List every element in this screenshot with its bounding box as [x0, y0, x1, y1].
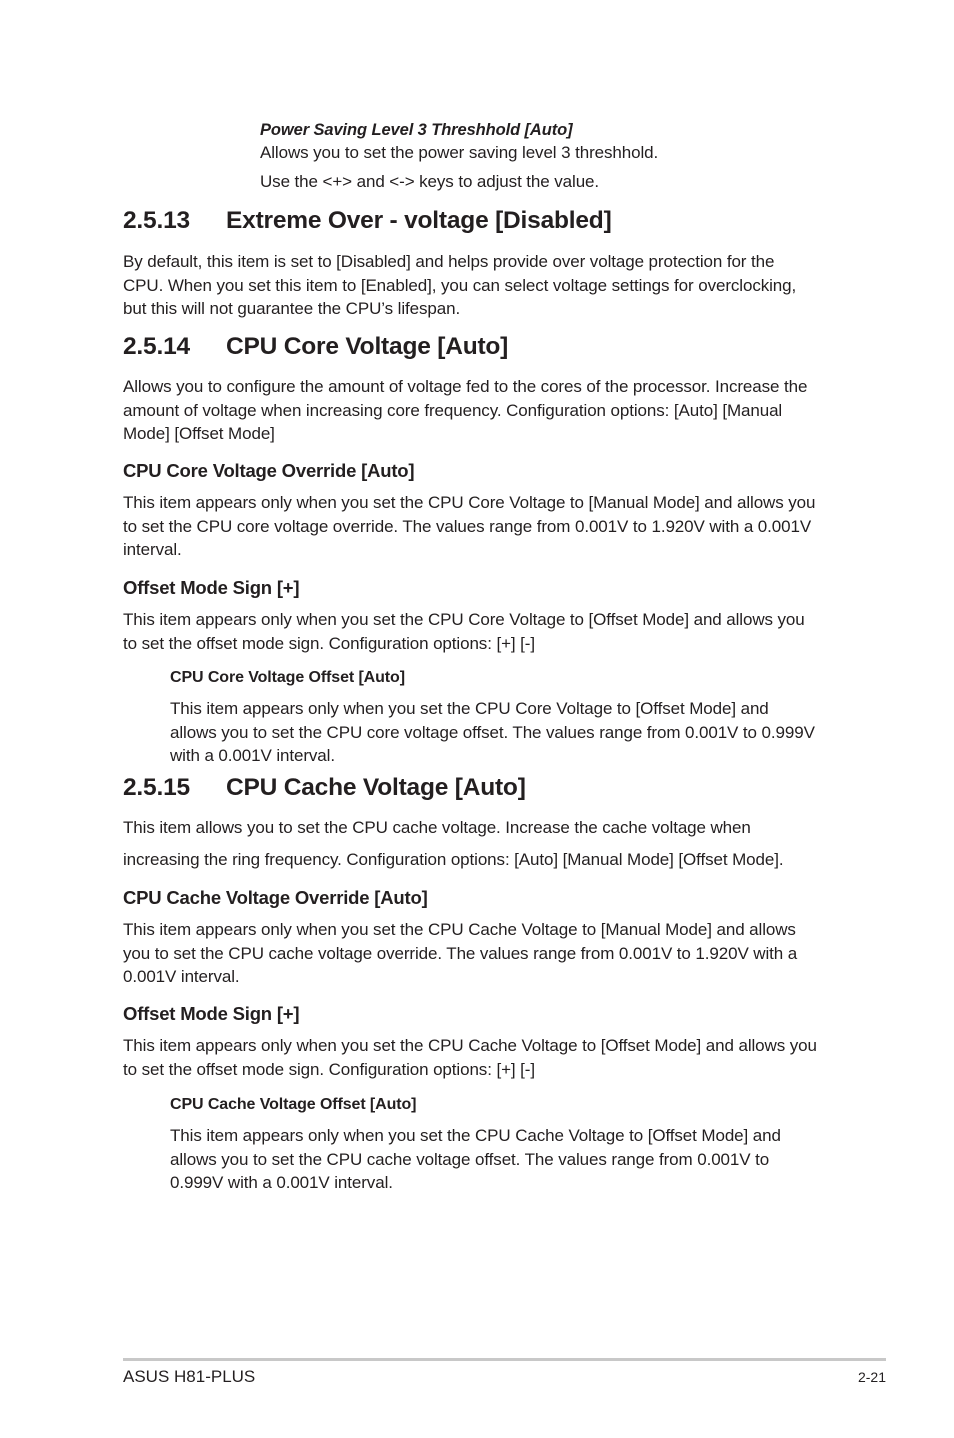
section-2513-heading — [123, 206, 612, 236]
cpu-core-voltage-offset-title: CPU Core Voltage Offset [Auto] — [170, 669, 405, 686]
paragraph-line: amount of voltage when increasing core frequency. Configuration options: [Auto] [Manual — [123, 400, 783, 420]
section-2515-line-2: increasing the ring frequency. Configuration options: [Auto] [Manual Mode] [Offset Mode]. — [123, 850, 784, 869]
paragraph-line: allows you to set the CPU core voltage offset. The values range from 0.001V to 0.999V — [170, 722, 815, 742]
cpu-core-voltage-override-title: CPU Core Voltage Override [Auto] — [123, 460, 415, 481]
cache-offset-mode-sign-paragraph — [123, 1034, 817, 1081]
cpu-core-voltage-override-paragraph — [123, 491, 815, 562]
paragraph-line: This item appears only when you set the CPU Core Voltage to [Manual Mode] and allows you — [123, 493, 816, 512]
footer-page-number: 2-21 — [857, 1369, 886, 1385]
paragraph-line: but this will not guarantee the CPU’s lifespan. — [123, 299, 461, 318]
section-2514-paragraph — [123, 375, 807, 446]
section-2515-line-1: This item allows you to set the CPU cache voltage. Increase the cache voltage when — [123, 818, 751, 837]
paragraph-line: 0.001V interval. — [123, 967, 240, 986]
section-2513-paragraph — [123, 250, 796, 321]
footer-product-name: ASUS H81-PLUS — [123, 1367, 256, 1386]
section-title: CPU Core Voltage [Auto] — [226, 333, 509, 360]
paragraph-line: you to set the CPU cache voltage override. The values range from 0.001V to 1.920V with a — [123, 943, 798, 963]
power-saving-level3-desc: Allows you to set the power saving level 3 threshhold. — [260, 143, 659, 162]
section-title: Extreme Over - voltage [Disabled] — [226, 207, 612, 234]
section-2515-heading — [123, 773, 526, 803]
paragraph-line: Mode] [Offset Mode] — [123, 424, 275, 443]
paragraph-line: CPU. When you set this item to [Enabled], you can select voltage settings for overclocking, — [123, 275, 797, 295]
paragraph-line: This item appears only when you set the CPU Core Voltage to [Offset Mode] and allows you — [123, 610, 805, 629]
paragraph-line: 0.999V with a 0.001V interval. — [170, 1173, 393, 1192]
section-2514-heading — [123, 332, 508, 362]
cpu-core-voltage-offset-paragraph — [170, 697, 815, 768]
cpu-cache-voltage-override-paragraph — [123, 918, 797, 989]
power-saving-level3-title: Power Saving Level 3 Threshhold [Auto] — [260, 121, 573, 139]
power-saving-level3-hint: Use the <+> and <-> keys to adjust the value. — [260, 172, 600, 191]
footer-divider — [123, 1358, 886, 1361]
cpu-cache-voltage-override-title: CPU Cache Voltage Override [Auto] — [123, 887, 428, 908]
paragraph-line: This item appears only when you set the CPU Core Voltage to [Offset Mode] and — [170, 699, 769, 718]
paragraph-line: This item appears only when you set the CPU Cache Voltage to [Manual Mode] and allows — [123, 920, 796, 939]
paragraph-line: to set the CPU core voltage override. The values range from 0.001V to 1.920V with a 0.001V — [123, 516, 812, 536]
cpu-cache-voltage-offset-title: CPU Cache Voltage Offset [Auto] — [170, 1096, 417, 1113]
paragraph-line: Allows you to configure the amount of voltage fed to the cores of the processor. Increase the — [123, 377, 808, 396]
core-offset-mode-sign-paragraph — [123, 608, 805, 655]
paragraph-line: By default, this item is set to [Disabled] and helps provide over voltage protection for the — [123, 252, 775, 271]
paragraph-line: with a 0.001V interval. — [170, 746, 335, 765]
paragraph-line: This item appears only when you set the CPU Cache Voltage to [Offset Mode] and — [170, 1126, 781, 1145]
section-title: CPU Cache Voltage [Auto] — [226, 774, 526, 801]
section-number: 2.5.15 — [123, 774, 190, 801]
paragraph-line: interval. — [123, 540, 182, 559]
paragraph-line: allows you to set the CPU cache voltage offset. The values range from 0.001V to — [170, 1149, 770, 1169]
cpu-cache-voltage-offset-paragraph — [170, 1124, 781, 1195]
paragraph-line: to set the offset mode sign. Configuration options: [+] [-] — [123, 633, 535, 653]
paragraph-line: This item appears only when you set the CPU Cache Voltage to [Offset Mode] and allows you — [123, 1036, 817, 1055]
section-number: 2.5.14 — [123, 333, 190, 360]
cache-offset-mode-sign-title: Offset Mode Sign [+] — [123, 1003, 300, 1024]
paragraph-line: to set the offset mode sign. Configuration options: [+] [-] — [123, 1059, 535, 1079]
core-offset-mode-sign-title: Offset Mode Sign [+] — [123, 577, 300, 598]
section-number: 2.5.13 — [123, 207, 190, 234]
